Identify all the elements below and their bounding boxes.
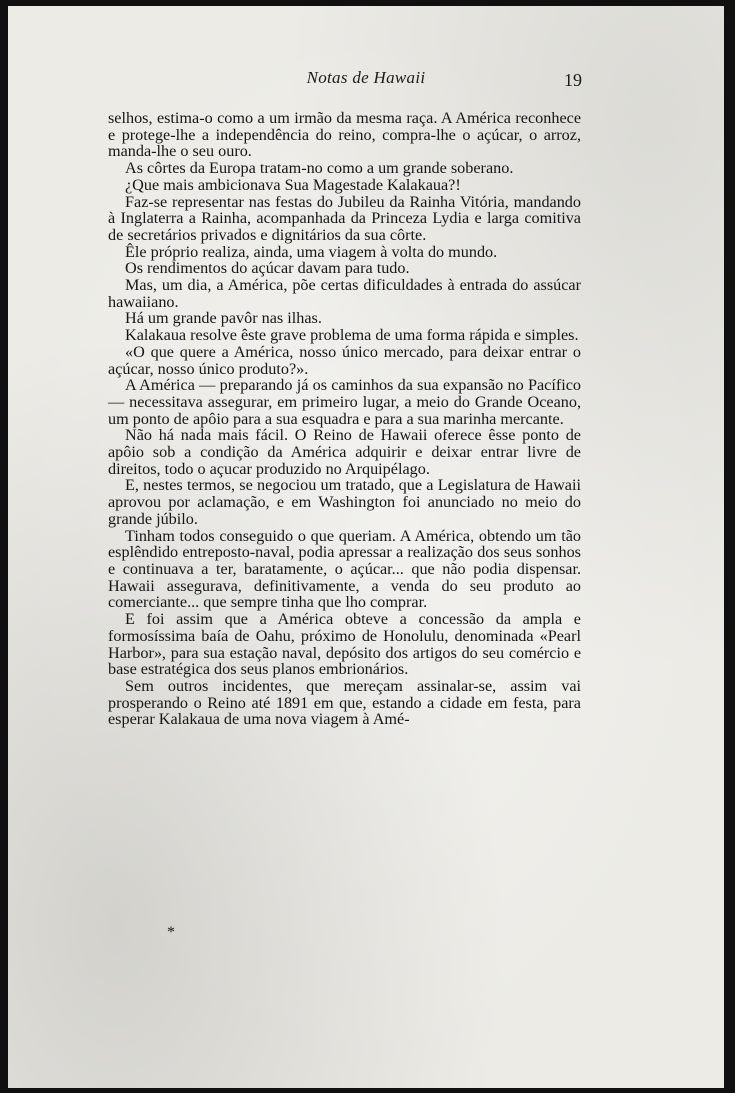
paragraph: Mas, um dia, a América, põe certas dificuldades à entrada do assúcar hawaiiano. — [108, 276, 581, 311]
paragraph: selhos, estima-o como a um irmão da mesma raça. A América reconhece e protege-lhe a independência do reino, compra-lhe o açúcar, o arroz, manda-lhe o seu ouro. — [108, 109, 581, 161]
body-text — [108, 110, 581, 728]
paragraph: As côrtes da Europa tratam-no como a um grande soberano. — [125, 159, 514, 178]
paragraph: Êle próprio realiza, ainda, uma viagem à volta do mundo. — [125, 242, 498, 261]
paragraph: ¿Que mais ambicionava Sua Magestade Kalakaua?! — [125, 175, 461, 194]
running-title: Notas de Hawaii — [306, 68, 426, 87]
signature-mark: * — [167, 924, 175, 941]
page-header — [8, 68, 724, 94]
paragraph: Sem outros incidentes, que mereçam assinalar-se, assim vai prosperando o Reino até 1891 em que, estando a cidade em festa, para esperar Kalakaua de uma nova viagem à Amé- — [108, 676, 581, 729]
paragraph: A América — preparando já os caminhos da sua expansão no Pacífico — necessitava assegurar, em primeiro lugar, a meio do Grande Oceano, um ponto de apôio para a sua esquadra e para a sua marinha mercante. — [108, 376, 581, 428]
paragraph: Faz-se representar nas festas do Jubileu da Rainha Vitória, mandando à Inglaterra a Rainha, acompanhada da Princeza Lydia e larga comitiva de secretários privados e dignitários da sua côrte. — [108, 192, 581, 244]
paragraph: Os rendimentos do açúcar davam para tudo. — [125, 259, 410, 278]
paragraph: Há um grande pavôr nas ilhas. — [125, 309, 322, 328]
page-number: 19 — [564, 70, 582, 90]
paragraph: Tinham todos conseguido o que queriam. A América, obtendo um tão esplêndido entreposto-naval, podia apressar a realização dos seus sonhos e continuava a ter, baratamente, o açúcar... que não podia dispensar. Hawaii assegurava, definitivamente, a venda do seu produto ao comerciante... que sempre tinha que lho comprar. — [108, 526, 581, 612]
paragraph: Não há nada mais fácil. O Reino de Hawaii oferece êsse ponto de apôio sob a condição da América adquirir e deixar entrar livre de direitos, todo o açucar produzido no Arquipélago. — [108, 426, 581, 478]
book-page — [8, 6, 724, 1088]
paragraph: Kalakaua resolve êste grave problema de uma forma rápida e simples. — [125, 326, 579, 345]
paragraph: «O que quere a América, nosso único mercado, para deixar entrar o açúcar, nosso único produto?». — [108, 342, 581, 378]
paragraph: E, nestes termos, se negociou um tratado, que a Legislatura de Hawaii aprovou por aclamação, e em Washington foi anunciado no meio do grande júbilo. — [108, 476, 581, 528]
paragraph: E foi assim que a América obteve a concessão da ampla e formosíssima baía de Oahu, próximo de Honolulu, denominada «Pearl Harbor», para sua estação naval, depósito dos artigos do seu comércio e base estratégica dos seus planos embrionários. — [108, 610, 581, 679]
